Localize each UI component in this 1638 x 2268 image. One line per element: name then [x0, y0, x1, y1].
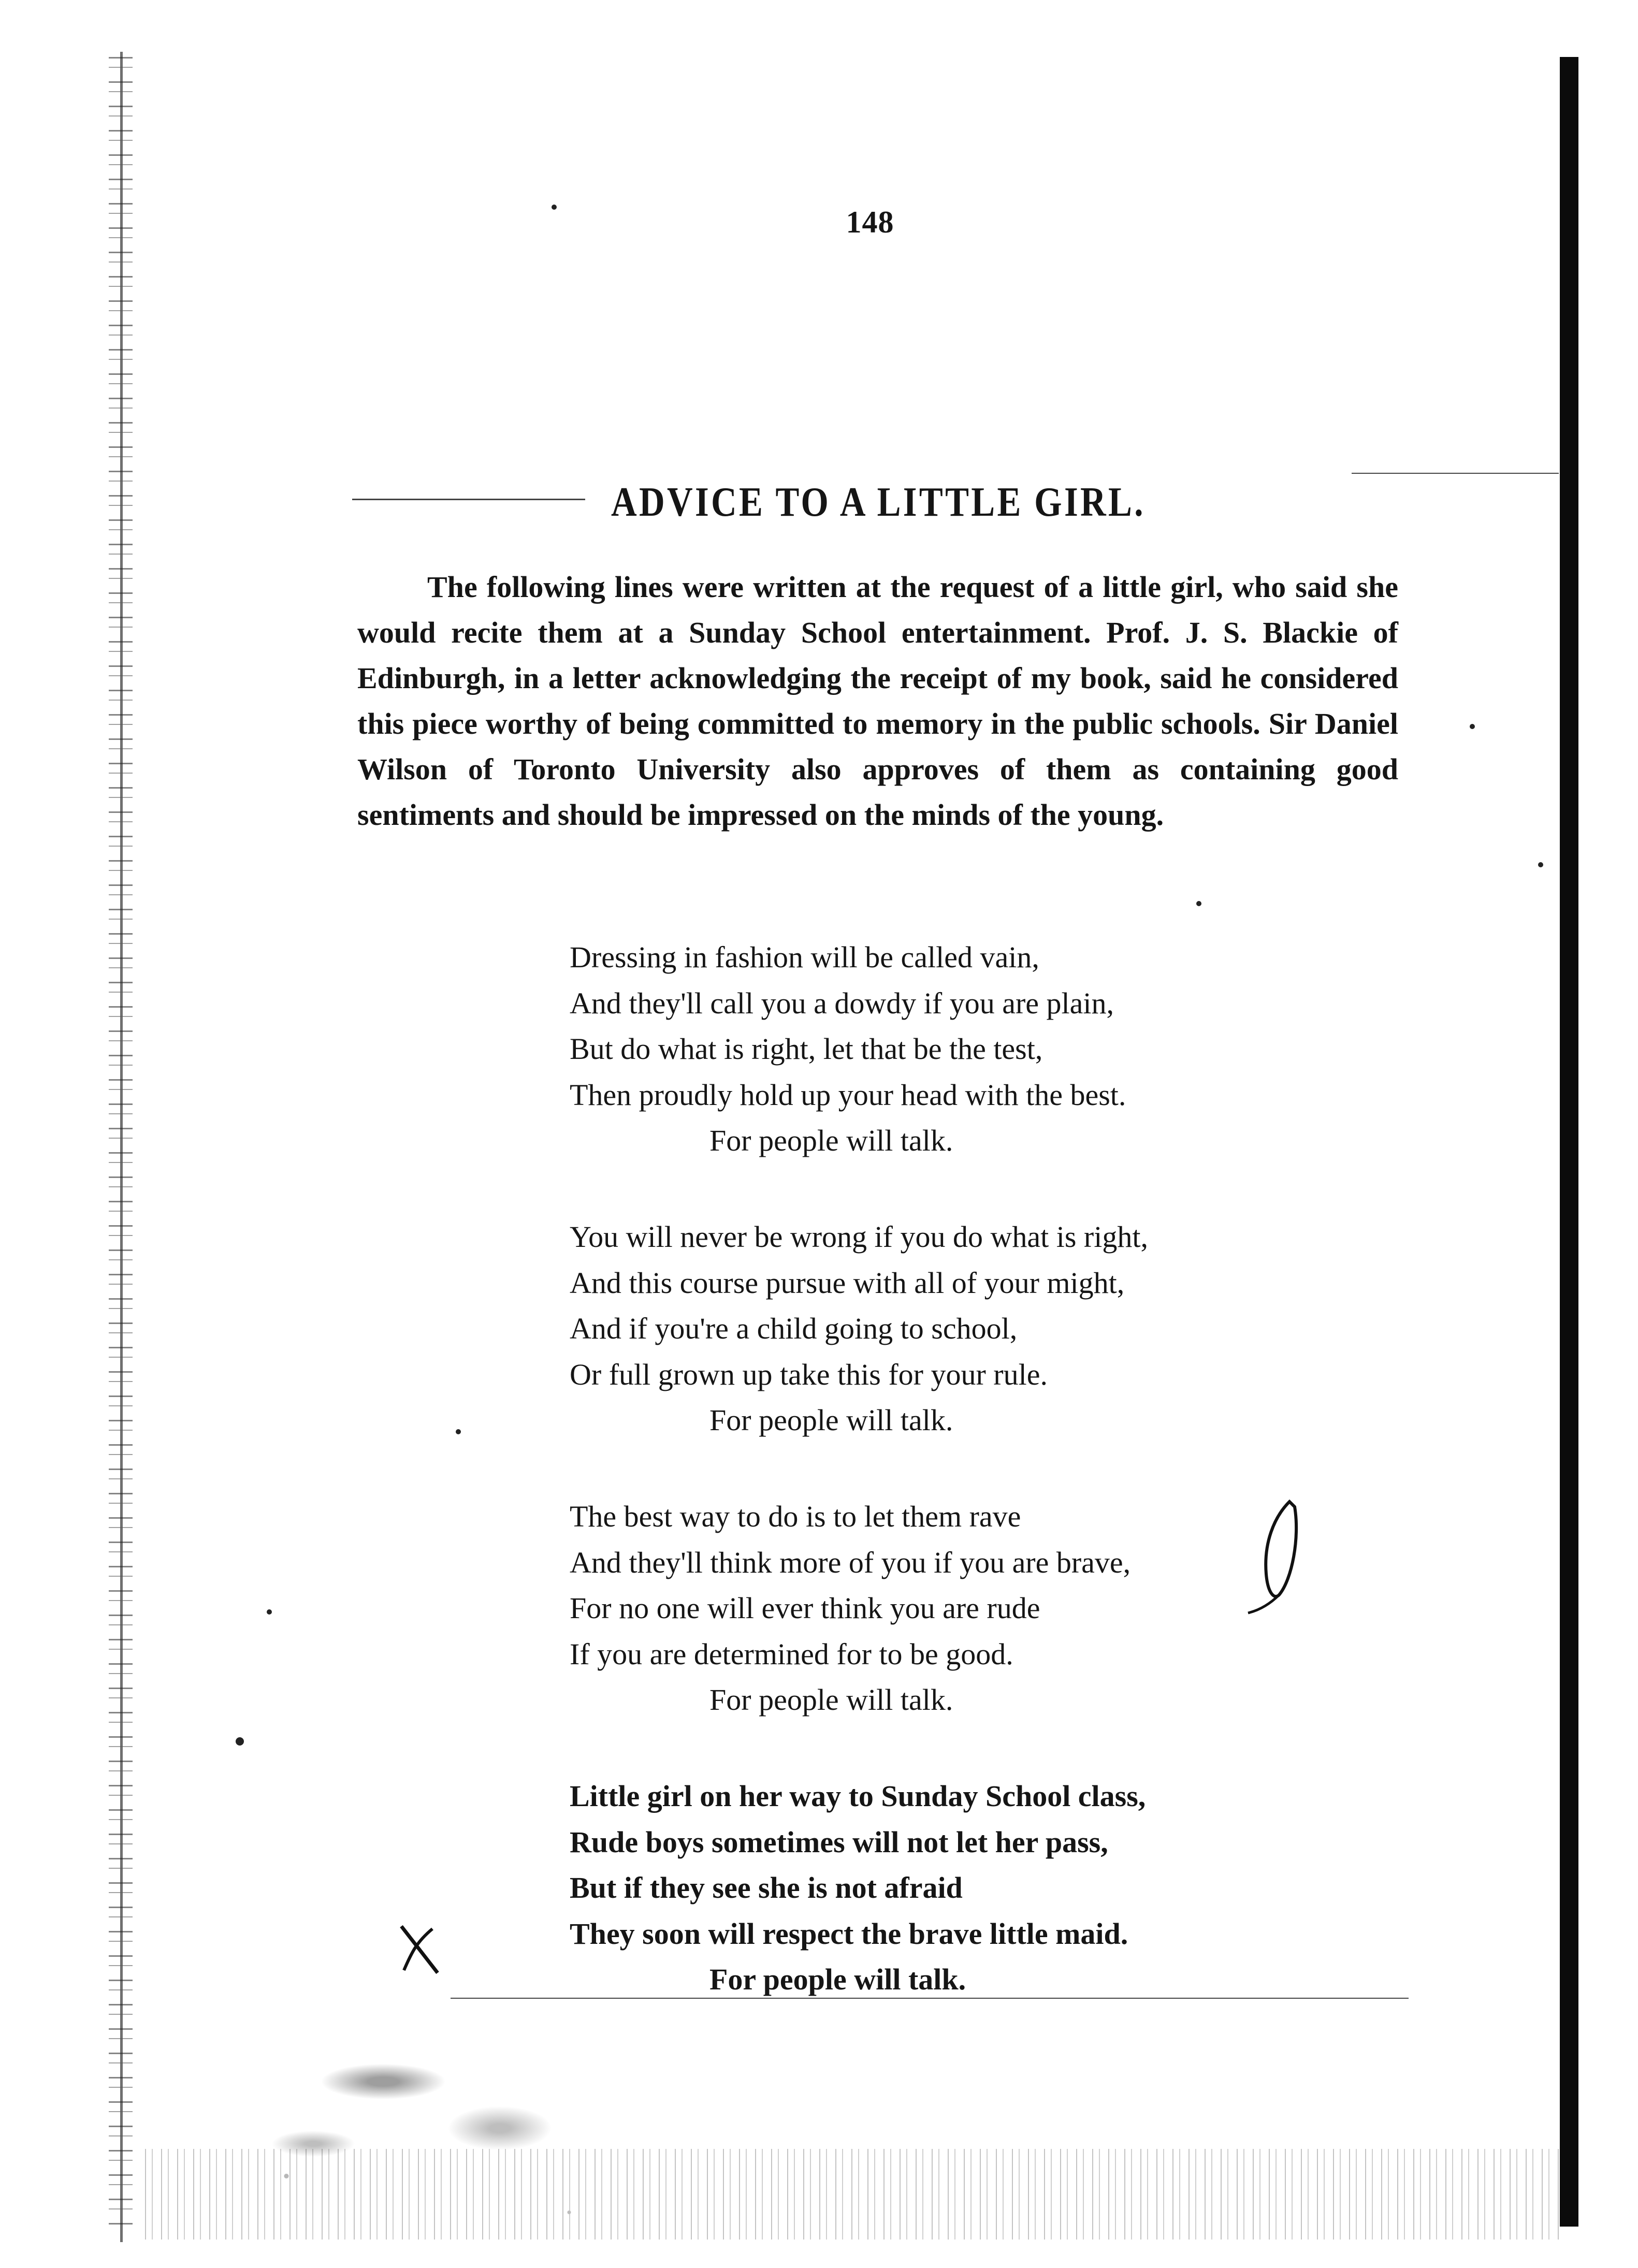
scan-border-right: [1560, 57, 1578, 2227]
verse-line: And they'll call you a dowdy if you are plain,: [570, 986, 1114, 1020]
verse-line: Rude boys sometimes will not let her pass,: [570, 1825, 1108, 1859]
title-rule-left: [352, 499, 585, 500]
verse-line: And they'll think more of you if you are brave,: [570, 1545, 1131, 1579]
stanza-4: [570, 1773, 1346, 2003]
verse-line: For no one will ever think you are rude: [570, 1591, 1040, 1625]
page-title: ADVICE TO A LITTLE GIRL.: [611, 479, 1146, 525]
verse-line: You will never be wrong if you do what is right,: [570, 1220, 1148, 1254]
title-rule-right: [1352, 473, 1559, 474]
speck: [1196, 901, 1201, 906]
speck: [236, 1737, 244, 1746]
verse-line: The best way to do is to let them rave: [570, 1500, 1021, 1533]
speck: [267, 1609, 272, 1615]
ink-blot: [243, 2019, 709, 2175]
verse-line: But do what is right, let that be the test,: [570, 1032, 1043, 1066]
speck: [1538, 862, 1543, 867]
verse-line: Little girl on her way to Sunday School class,: [570, 1779, 1146, 1813]
verse-line: And if you're a child going to school,: [570, 1312, 1018, 1345]
intro-paragraph: The following lines were written at the request of a little girl, who said she would recite them at a Sunday School entertainment. Prof. J. S. Blackie of Edinburgh, in a letter acknowledging the receipt of my book, said he considered this piece worthy of being committed to memory in the public schools. Sir Daniel Wilson of Toronto University also approves of them as containing good sentiments and should be impressed on the minds of the young.: [357, 570, 1398, 832]
refrain: For people will talk.: [709, 1124, 953, 1157]
verse-line: If you are determined for to be good.: [570, 1637, 1013, 1671]
binding-edge-artifact: [109, 57, 133, 2232]
refrain: For people will talk.: [709, 1683, 953, 1717]
refrain: For people will talk.: [709, 1403, 953, 1437]
verse-line: Or full grown up take this for your rule.: [570, 1357, 1048, 1391]
refrain: For people will talk.: [709, 1962, 966, 1996]
handwritten-mark-icon: [1243, 1496, 1305, 1616]
stanza-3: [570, 1494, 1346, 1723]
verse-line: Then proudly hold up your head with the best.: [570, 1078, 1126, 1112]
stanza-1: [570, 935, 1346, 1164]
speck: [1470, 724, 1475, 729]
verse-line: They soon will respect the brave little maid.: [570, 1916, 1128, 1951]
stanza-2: [570, 1214, 1346, 1444]
page-number: 148: [846, 205, 894, 239]
speck: [552, 205, 557, 210]
handwritten-cross-icon: [396, 1921, 443, 1978]
verse-line: But if they see she is not afraid: [570, 1871, 963, 1904]
verse-line: Dressing in fashion will be called vain,: [570, 940, 1039, 974]
speck: [456, 1429, 461, 1434]
introduction: [357, 564, 1398, 838]
verse-line: And this course pursue with all of your might,: [570, 1266, 1125, 1300]
